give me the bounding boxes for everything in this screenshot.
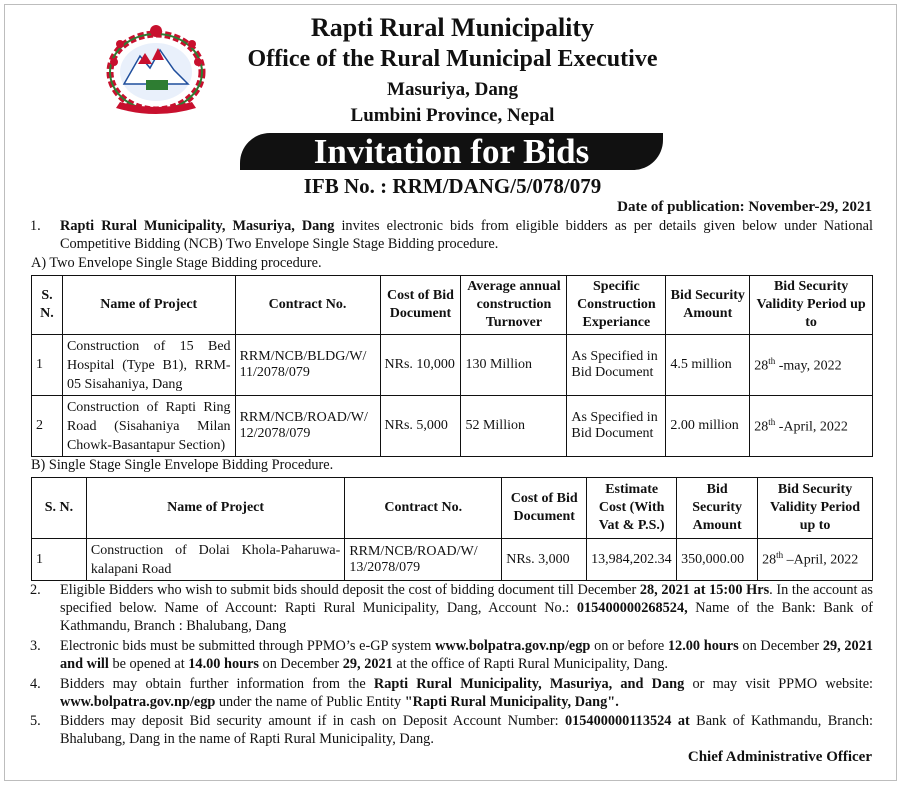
- table-row: 1 Construction of 15 Bed Hospital (Type B1), RRM-05 Sisahaniya, Dang RRM/NCB/BLDG/W/ 11/2078/079 NRs. 10,000 130 Million As Specified in Bid Document 4.5 million 28th -may, 2022: [32, 335, 873, 396]
- municipality-name: Rapti Rural Municipality: [310, 13, 595, 42]
- invitation-banner: Invitation for Bids: [240, 133, 663, 170]
- table-row: 1 Construction of Dolai Khola-Paharuwa- kalapani Road RRM/NCB/ROAD/W/ 13/2078/079 NRs. 3,000 13,984,202.34 350,000.00 28th –April, 2022: [32, 539, 873, 581]
- section-a-title: A) Two Envelope Single Stage Bidding procedure.: [31, 255, 322, 271]
- clause-4: 4. Bidders may obtain further information from the Rapti Rural Municipality, Masuriya, and Dang or may visit PPMO website: www.bolpatra.gov.np/egp under the name of Public Entity "Rapti Rural Municipality, Dang".: [30, 676, 874, 710]
- table-single-envelope: [31, 477, 873, 581]
- publication-date: Date of publication: November-29, 2021: [617, 199, 872, 215]
- signature-title: Chief Administrative Officer: [687, 749, 872, 765]
- table-header-row: S. N. Name of Project Contract No. Cost of Bid Document Average annual construction Turnover Specific Construction Experiance Bid Security Amount Bid Security Validity Period up to: [32, 276, 873, 335]
- table-header-row: S. N. Name of Project Contract No. Cost of Bid Document Estimate Cost (With Vat & P.S.) Bid Security Amount Bid Security Validity Period up to: [32, 478, 873, 539]
- table-row: 2 Construction of Rapti Ring Road (Sisahaniya Milan Chowk-Basantapur Section) RRM/NCB/ROAD/W/ 12/2078/079 NRs. 5,000 52 Million As Specified in Bid Document 2.00 million 28th -April, 2022: [32, 396, 873, 457]
- office-location: Masuriya, Dang: [387, 79, 518, 100]
- clause-5: 5. Bidders may deposit Bid security amount if in cash on Deposit Account Number: 015400000113524 at Bank of Kathmandu, Branch: Bhalubang, Dang in the name of Rapti Rural Municipality, Dang.: [30, 713, 874, 747]
- clause-3: 3. Electronic bids must be submitted through PPMO’s e-GP system www.bolpatra.gov.np/egp on or before 12.00 hours on December 29, 2021 and will be opened at 14.00 hours on December 29, 2021 at the office of Rapti Rural Municipality, Dang.: [30, 638, 874, 672]
- section-b-title: B) Single Stage Single Envelope Bidding Procedure.: [31, 457, 334, 473]
- ifb-number: IFB No. : RRM/DANG/5/078/079: [303, 174, 602, 198]
- office-name: Office of the Rural Municipal Executive: [247, 46, 658, 72]
- province-country: Lumbini Province, Nepal: [350, 105, 555, 126]
- clause-1: 1. Rapti Rural Municipality, Masuriya, Dang invites electronic bids from eligible bidders as per details given below under National Competitive Bidding (NCB) Two Envelope Single Stage Bidding procedure.: [30, 218, 873, 252]
- table-two-envelope: [31, 275, 873, 457]
- clause-2: 2. Eligible Bidders who wish to submit bids should deposit the cost of bidding document till December 28, 2021 at 15:00 Hrs. In the account as specified below. Name of Account: Rapti Rural Municipality, Dang, Account No.: 015400000268524, Name of the Bank: Bank of Kathmandu, Branch : Bhalubang, Dang: [30, 582, 873, 634]
